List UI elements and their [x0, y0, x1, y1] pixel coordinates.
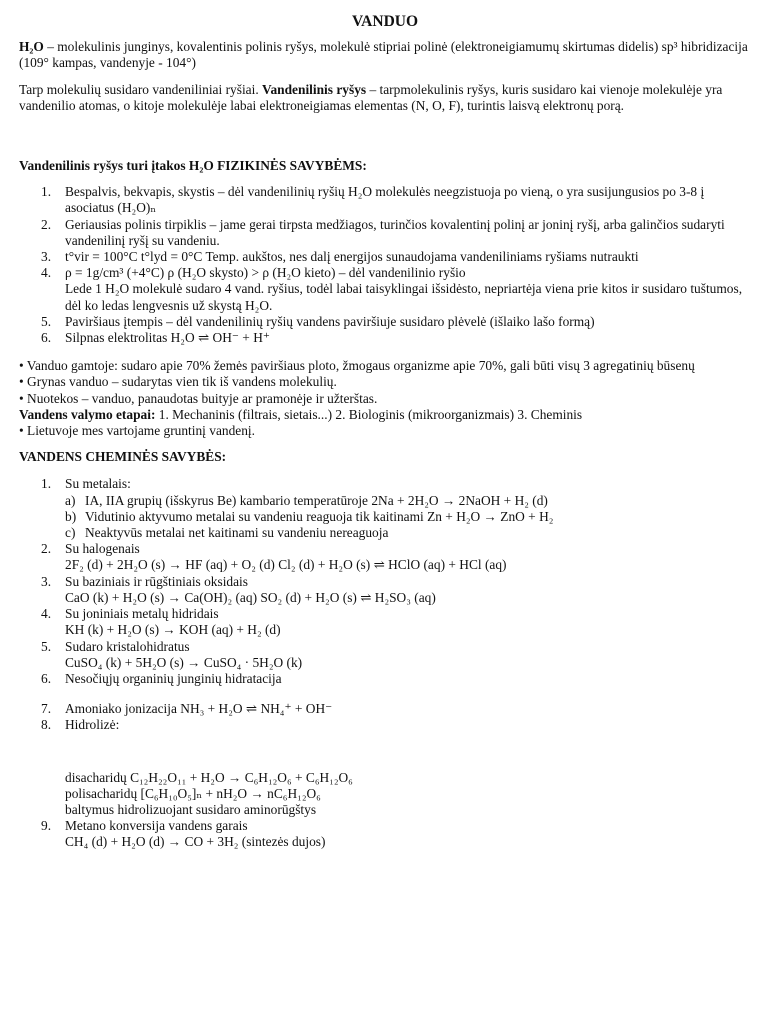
list-item	[19, 818, 751, 834]
item-number: 8.	[41, 717, 52, 733]
item-text: Hidrolizė:	[65, 717, 120, 733]
list-item	[19, 314, 751, 330]
list-item	[19, 717, 751, 733]
physical-heading: Vandenilinis ryšys turi įtakos H₂O FIZIKINĖS SAVYBĖMS:	[19, 158, 367, 174]
item-text: Nesočiųjų organinių junginių hidratacija	[65, 670, 282, 686]
list-item	[19, 574, 751, 590]
sub-item-letter: b)	[65, 508, 77, 524]
hbond-text: – tarpmolekulinis ryšys, kuris susidaro kai vienoje molekulėje yra vandenilio atomas, o kitoje molekulėje labai elektroneigiamas elementas (N, O, F), turintis laisvą elektronų porą.	[19, 81, 723, 113]
cleaning-text: 1. Mechaninis (filtrais, sietais...) 2. Biologinis (mikroorganizmais) 3. Cheminis	[155, 406, 583, 422]
item-text: Su joniniais metalų hidridais	[65, 606, 219, 622]
page-title: VANDUO	[351, 13, 419, 30]
list-item	[19, 639, 751, 655]
item-text: Su halogenais	[65, 541, 140, 557]
item-number: 1.	[41, 476, 52, 492]
item-text: Geriausias polinis tirpiklis – jame gerai tirpsta medžiagos, turinčios kovalentinį polinį ar joninį ryšį, arba galinčios sudaryti vandenilinį ryšį su vandeniu.	[65, 216, 725, 248]
sub-item	[19, 509, 751, 525]
item-text: Sudaro kristalohidratus	[65, 638, 190, 654]
reaction-line: baltymus hidrolizuojant susidaro aminorūgštys	[65, 801, 317, 817]
list-item	[19, 541, 751, 557]
intro-hbond	[19, 82, 751, 114]
sub-item-text: Neaktyvūs metalai net kaitinami su vandeniu nereaguoja	[85, 525, 389, 541]
reaction-line: polisacharidų [C₆H₁₀O₅]ₙ + nH₂O → nC₆H₁₂O₆	[65, 785, 321, 801]
hbond-lead: Tarp molekulių susidaro vandeniliniai ryšiai.	[19, 81, 263, 97]
reaction-line: CaO (k) + H₂O (s) → Ca(OH)₂ (aq) SO₂ (d) + H₂O (s) ⇌ H₂SO₃ (aq)	[65, 589, 436, 605]
bullet-nature: • Vanduo gamtoje: sudaro apie 70% žemės paviršiaus ploto, žmogaus organizme apie 70%, gali būti visų 3 agregatinių būsenų	[19, 358, 695, 374]
h2o-term: H₂O	[19, 39, 44, 55]
item-number: 6.	[41, 330, 52, 346]
sub-item-letter: c)	[65, 525, 76, 541]
item-number: 9.	[41, 818, 52, 834]
item-number: 3.	[41, 573, 52, 589]
document-page	[19, 14, 751, 851]
bullet-wastewater: • Nuotekos – vanduo, panaudotas buityje ar pramonėje ir užterštas.	[19, 390, 378, 406]
list-item	[19, 217, 751, 249]
h2o-text: – molekulinis junginys, kovalentinis polinis ryšys, molekulė stipriai polinė (elektroneigiamumų skirtumas didelis) sp³ hibridizacija (109° kampas, vandenyje - 104°)	[19, 39, 748, 71]
sub-item-text: IA, IIA grupių (išskyrus Be) kambario temperatūroje 2Na + 2H₂O → 2NaOH + H₂ (d)	[85, 492, 548, 508]
item-number: 2.	[41, 216, 52, 232]
list-item	[19, 606, 751, 622]
reaction-line: KH (k) + H₂O (s) → KOH (aq) + H₂ (d)	[65, 622, 281, 638]
item-text: Bespalvis, bekvapis, skystis – dėl vandenilinių ryšių H₂O molekulės neegzistuoja po vieną, o yra susijungusios po 3-8 į asociatus (H₂O)ₙ	[65, 184, 705, 216]
physical-list	[19, 184, 751, 346]
item-text: Paviršiaus įtempis – dėl vandenilinių ryšių vandens paviršiuje susidaro plėvelė (išlaiko lašo formą)	[65, 313, 595, 329]
item-number: 4.	[41, 265, 52, 281]
item-number: 6.	[41, 670, 52, 686]
sub-item-text: Vidutinio aktyvumo metalai su vandeniu reaguoja tik kaitinami Zn + H₂O → ZnO + H₂	[85, 508, 554, 524]
reaction-line: disacharidų C₁₂H₂₂O₁₁ + H₂O → C₆H₁₂O₆ + C₆H₁₂O₆	[65, 769, 353, 785]
item-text: Amoniako jonizacija NH₃ + H₂O ⇌ NH₄⁺ + OH⁻	[65, 701, 333, 717]
item-number: 3.	[41, 249, 52, 265]
item-number: 4.	[41, 606, 52, 622]
sub-item-letter: a)	[65, 492, 76, 508]
item-text: ρ = 1g/cm³ (+4°C) ρ (H₂O skysto) > ρ (H₂O kieto) – dėl vandenilinio ryšio	[65, 265, 466, 281]
reaction-line: 2F₂ (d) + 2H₂O (s) → HF (aq) + O₂ (d) Cl₂ (d) + H₂O (s) ⇌ HClO (aq) + HCl (aq)	[65, 557, 507, 573]
list-item	[19, 265, 751, 281]
item-text: Metano konversija vandens garais	[65, 818, 248, 834]
hbond-term: Vandenilinis ryšys	[262, 81, 367, 97]
bullet-groundwater: • Lietuvoje mes vartojame gruntinį vandenį.	[19, 423, 255, 439]
reaction-line: CH₄ (d) + H₂O (d) → CO + 3H₂ (sintezės dujos)	[65, 834, 326, 850]
item-number: 1.	[41, 184, 52, 200]
chemical-heading: VANDENS CHEMINĖS SAVYBĖS:	[19, 449, 227, 465]
list-item	[19, 184, 751, 216]
sub-item	[19, 525, 751, 541]
list-item-continuation: Lede 1 H₂O molekulė sudaro 4 vand. ryšius, todėl labai taisyklingai išsidėsto, nepriartėja viena prie kitos ir susidaro tuštumos, dėl ko ledas lengvesnis už skystą H₂O.	[65, 281, 743, 313]
item-number: 5.	[41, 313, 52, 329]
item-text: Silpnas elektrolitas H₂O ⇌ OH⁻ + H⁺	[65, 330, 270, 346]
item-number: 7.	[41, 701, 52, 717]
item-text: Su baziniais ir rūgštiniais oksidais	[65, 573, 248, 589]
item-number: 2.	[41, 541, 52, 557]
item-number: 5.	[41, 638, 52, 654]
intro-h2o	[19, 39, 751, 71]
reaction-line: CuSO₄ (k) + 5H₂O (s) → CuSO₄ · 5H₂O (k)	[65, 654, 303, 670]
list-item	[19, 671, 751, 687]
list-item	[19, 476, 751, 492]
list-item	[19, 701, 751, 717]
item-text: Su metalais:	[65, 476, 131, 492]
cleaning-label: Vandens valymo etapai:	[19, 406, 156, 422]
bullet-pure: • Grynas vanduo – sudarytas vien tik iš vandens molekulių.	[19, 374, 337, 390]
item-text: t°vir = 100°C t°lyd = 0°C Temp. aukštos, nes dalį energijos sunaudojama vandeniliniams ryšiams nutraukti	[65, 249, 639, 265]
cleaning-stages	[19, 407, 751, 423]
list-item	[19, 330, 751, 346]
list-item	[19, 249, 751, 265]
chemical-list	[19, 476, 751, 850]
sub-item	[19, 493, 751, 509]
